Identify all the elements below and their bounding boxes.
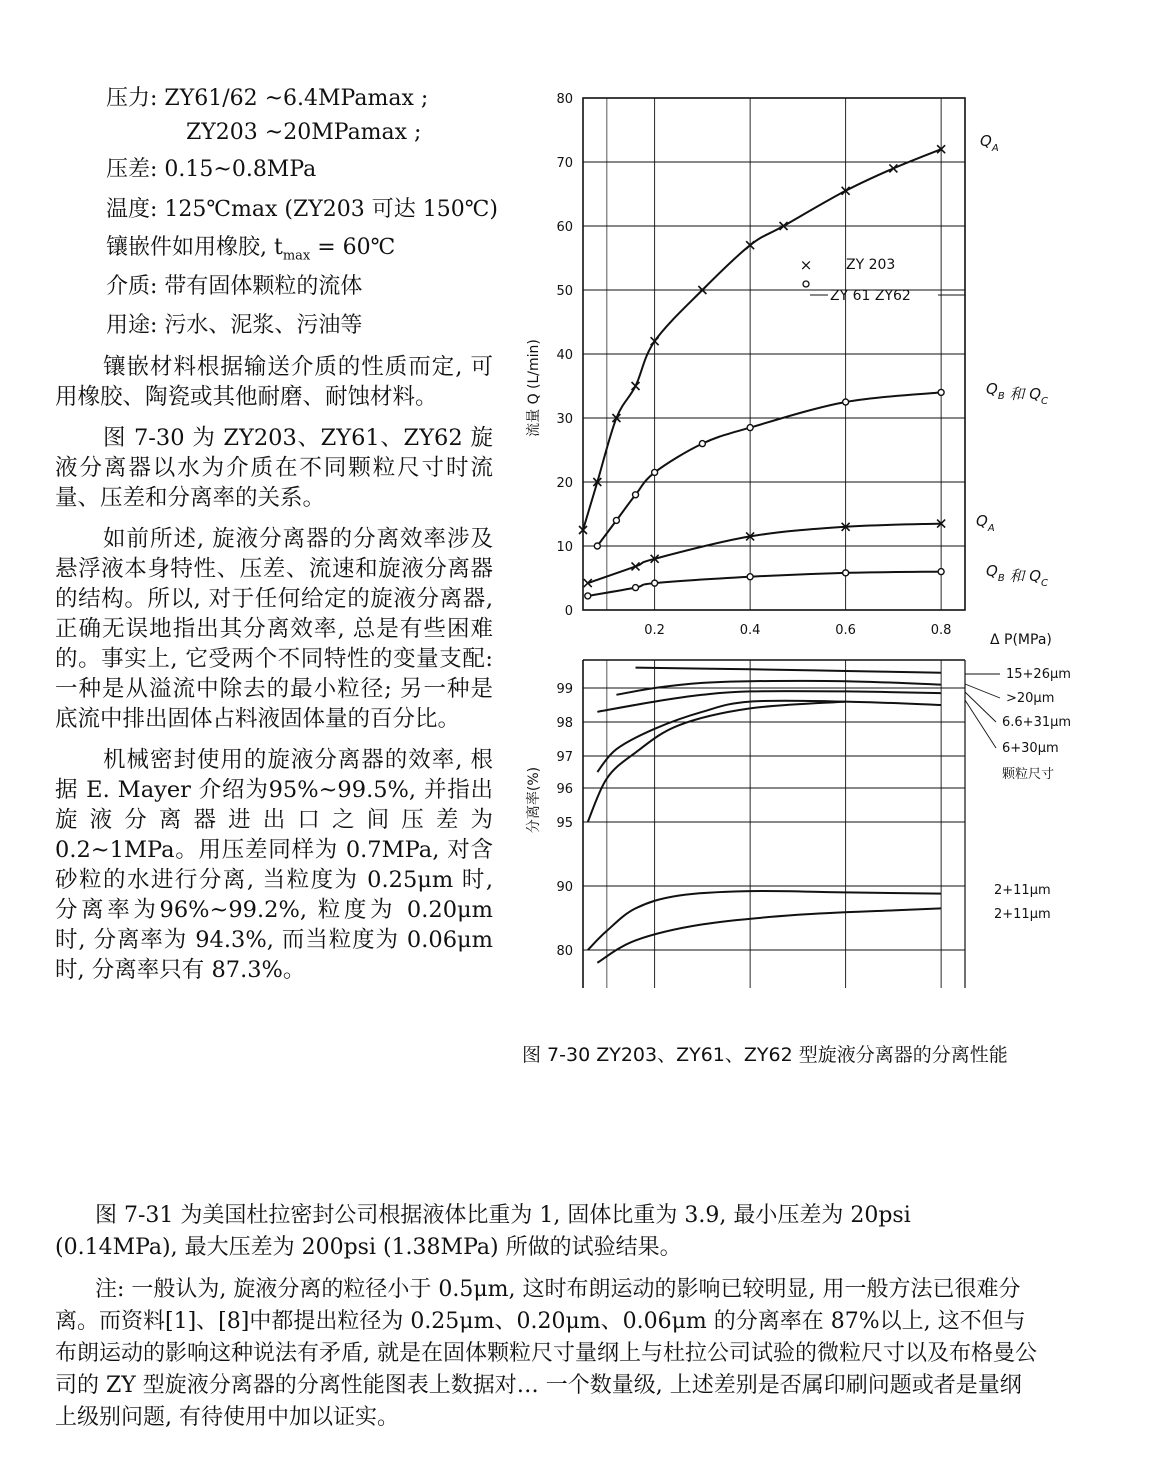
paragraph: 图 7-30 为 ZY203、ZY61、ZY62 旋液分离器以水为介质在不同颗粒尺寸时流量、压差和分离率的关系。 xyxy=(55,425,493,511)
top-data-point xyxy=(594,543,600,549)
top-data-point xyxy=(652,580,658,586)
top-x-tick-label: 0.6 xyxy=(835,623,856,638)
bottom-x-axis-label: Δ P(MPa) xyxy=(990,632,1052,648)
top-x-tick-label: 0.8 xyxy=(930,623,952,638)
bottom-series-line xyxy=(597,701,941,772)
bottom-series-line xyxy=(636,668,942,673)
paragraph: 注: 一般认为, 旋液分离的粒径小于 0.5μm, 这时布朗运动的影响已较明显, 用一般方法已很难分离。而资料[1]、[8]中都提出粒径为 0.25μm、0.20μm、0.06μm 的分离率在 87%以上, 这不但与布朗运动的影响这种说法有矛盾, 就是在固体颗粒尺寸量纲上与杜拉公司试验的微粒尺寸以及布格曼公司的 ZY 型旋液分离器的分离性能图表上数据对… 一个数量级, 上述差别是否属印刷问题或者是量纲上级别问题, 有待使用中加以证实。 xyxy=(55,1277,1037,1430)
bottom-series-line xyxy=(588,702,846,822)
paragraph: 镶嵌材料根据输送介质的性质而定, 可用橡胶、陶瓷或其他耐磨、耐蚀材料。 xyxy=(55,354,493,410)
spec-diff-pressure: 压差: 0.15~0.8MPa xyxy=(106,157,317,182)
top-x-tick-label: 0.4 xyxy=(739,623,761,638)
left-column-text xyxy=(55,352,493,985)
spec-insert xyxy=(106,233,395,271)
paragraph: 机械密封使用的旋液分离器的效率, 根据 E. Mayer 介绍为95%~99.5%, 并指出旋液分离器进出口之间压差为 0.2~1MPa。用压差同样为 0.7MPa, 对含砂粒的水进行分离, 当粒度为 0.25μm 时, 分离率为96%~99.2%, 粒度为 0.20μm 时, 分离率为 94.3%, 而当粒度为 0.06μm 时, 分离率只有 87.3%。 xyxy=(55,747,493,983)
spec-insert-pre: 镶嵌件如用橡胶, t xyxy=(106,235,283,260)
top-y-tick-label: 20 xyxy=(556,476,573,491)
bottom-y-tick-label: 97 xyxy=(556,750,573,765)
bottom-series-label: 2+11μm xyxy=(994,883,1051,898)
top-series-line xyxy=(583,149,941,530)
bottom-y-tick-label: 95 xyxy=(556,816,573,831)
top-data-point xyxy=(843,399,849,405)
top-y-tick-label: 70 xyxy=(556,156,573,171)
top-series-label: $Q_B$ 和 $Q_C$ xyxy=(986,380,1049,407)
top-data-point xyxy=(633,492,639,498)
top-data-point xyxy=(747,425,753,431)
top-y-tick-label: 0 xyxy=(564,604,573,619)
bottom-y-tick-label: 98 xyxy=(556,716,573,731)
bottom-leader-line xyxy=(965,684,1000,698)
legend-label-zy203: ZY 203 xyxy=(846,257,896,273)
bottom-series-line xyxy=(588,891,941,950)
top-y-tick-label: 50 xyxy=(556,284,573,299)
top-data-point xyxy=(938,389,944,395)
bottom-y-tick-label: 96 xyxy=(556,782,573,797)
top-x-tick-label: 0.2 xyxy=(644,623,665,638)
top-series-line xyxy=(588,524,941,584)
figure-caption: 图 7-30 ZY203、ZY61、ZY62 型旋液分离器的分离性能 xyxy=(522,1044,1008,1066)
top-series-label: $Q_A$ xyxy=(976,512,995,534)
full-width-text xyxy=(55,1200,1037,1434)
top-data-point xyxy=(889,164,897,172)
top-y-tick-label: 10 xyxy=(556,540,573,555)
bottom-legend-title: 颗粒尺寸 xyxy=(1002,767,1055,782)
top-series-label: $Q_B$ 和 $Q_C$ xyxy=(986,562,1049,589)
bottom-series-label: 15+26μm xyxy=(1006,667,1071,682)
spec-pressure-2: ZY203 ~20MPamax ; xyxy=(186,120,422,145)
bottom-y-axis-label: 分离率(%) xyxy=(526,766,542,834)
top-series-line xyxy=(588,572,941,596)
bottom-series-label: >20μm xyxy=(1006,691,1055,706)
top-y-tick-label: 80 xyxy=(556,92,573,107)
top-y-tick-label: 30 xyxy=(556,412,573,427)
spec-temperature: 温度: 125℃max (ZY203 可达 150℃) xyxy=(106,197,498,222)
spec-usage: 用途: 污水、泥浆、污油等 xyxy=(106,313,363,338)
spec-insert-post: = 60℃ xyxy=(310,235,396,260)
top-data-point xyxy=(747,574,753,580)
legend-marker-circle xyxy=(803,281,809,287)
top-y-axis-label: 流量 Q (L/min) xyxy=(526,339,542,437)
paragraph: 如前所述, 旋液分离器的分离效率涉及悬浮液本身特性、压差、流速和旋液分离器的结构。所以, 对于任何给定的旋液分离器, 正确无误地指出其分离效率, 总是有些困难的。事实上, 它受两个不同特性的变量支配: 一种是从溢流中除去的最小粒径; 另一种是底流中排出固体占料液固体量的百分比。 xyxy=(55,526,493,732)
legend-marker-x: × xyxy=(799,256,813,274)
top-y-tick-label: 40 xyxy=(556,348,573,363)
spec-pressure-1: 压力: ZY61/62 ~6.4MPamax ; xyxy=(106,86,429,111)
bottom-series-label: 2+11μm xyxy=(994,907,1051,922)
figure-7-30 xyxy=(510,88,1100,988)
top-y-tick-label: 60 xyxy=(556,220,573,235)
top-data-point xyxy=(938,569,944,575)
bottom-y-tick-label: 90 xyxy=(556,880,573,895)
bottom-series-label: 6+30μm xyxy=(1002,741,1059,756)
top-data-point xyxy=(633,585,639,591)
top-data-point xyxy=(613,517,619,523)
top-data-point xyxy=(585,593,591,599)
top-data-point xyxy=(632,382,640,390)
top-data-point xyxy=(652,469,658,475)
top-data-point xyxy=(699,441,705,447)
bottom-series-label: 6.6+31μm xyxy=(1002,715,1072,730)
legend-label-zy61-62: ZY 61 ZY62 xyxy=(830,288,911,304)
bottom-series-line xyxy=(597,908,941,962)
top-series-line xyxy=(597,392,941,546)
spec-insert-sub: max xyxy=(282,248,311,264)
bottom-y-tick-label: 80 xyxy=(556,944,573,959)
top-series-label: $Q_A$ xyxy=(980,132,999,154)
top-data-point xyxy=(843,570,849,576)
paragraph: 图 7-31 为美国杜拉密封公司根据液体比重为 1, 固体比重为 3.9, 最小压差为 20psi (0.14MPa), 最大压差为 200psi (1.38MPa) 所做的试验结果。 xyxy=(55,1203,911,1260)
bottom-y-tick-label: 99 xyxy=(556,682,573,697)
spec-medium: 介质: 带有固体颗粒的流体 xyxy=(106,274,363,299)
